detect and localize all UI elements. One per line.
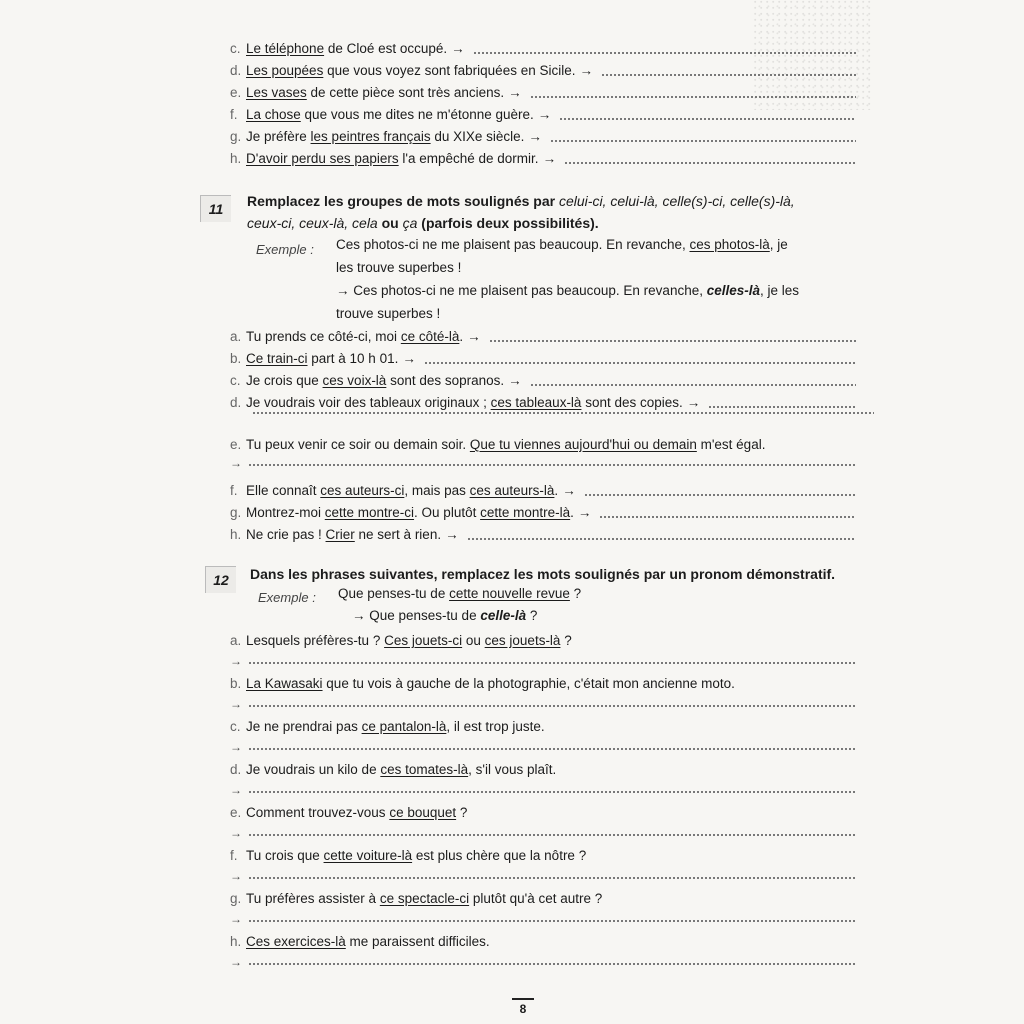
example-answer: → Ces photos-ci ne me plaisent pas beaucoup. En revanche, (336, 283, 707, 298)
instr-text-3: (parfois deux possibilités). (417, 215, 599, 231)
item-sentence (246, 150, 539, 168)
sentence-text: que vous voyez sont fabriquées en Sicile. (323, 63, 576, 78)
exercise-item (230, 761, 856, 779)
sentence-text: Lesquels préfères-tu ? (246, 633, 385, 648)
item-letter: b. (230, 676, 242, 691)
exercise-item (230, 504, 856, 522)
exercise-item (230, 933, 856, 951)
sentence-text: du XIXe siècle. (430, 129, 525, 144)
item-sentence (246, 890, 602, 908)
sentence-text: plutôt qu'à cet autre ? (469, 891, 603, 906)
arrow-icon: → (445, 527, 459, 542)
answer-dotted-line[interactable] (248, 834, 856, 836)
answer-dotted-line[interactable] (599, 516, 856, 518)
answer-line (230, 697, 856, 711)
underlined-group: ces auteurs-ci (320, 483, 405, 498)
exercise-item (230, 62, 856, 80)
item-sentence (246, 804, 467, 822)
sentence-text: Je préfère (246, 129, 311, 144)
arrow-icon: → (230, 456, 242, 470)
example-underlined: cette nouvelle revue (449, 586, 570, 601)
underlined-group: ce spectacle-ci (379, 891, 470, 906)
item-sentence (246, 328, 463, 346)
exercise-item (230, 890, 856, 908)
underlined-group: Ce train-ci (246, 351, 308, 366)
answer-line (230, 912, 856, 926)
underlined-group: ces voix-là (322, 373, 387, 388)
answer-dotted-line[interactable] (564, 162, 856, 164)
underlined-group: cette montre-ci (324, 505, 415, 520)
sentence-text: Je voudrais voir des tableaux originaux ; (246, 395, 491, 410)
example-text: Que penses-tu de (338, 586, 450, 601)
example-answer: ? (526, 608, 538, 623)
exercise-item (230, 128, 856, 146)
item-letter: a. (230, 329, 242, 344)
sentence-text: Je ne prendrai pas (246, 719, 362, 734)
sentence-text: Comment trouvez-vous (246, 805, 390, 820)
exercise-item (230, 84, 856, 102)
underlined-group: Le téléphone (246, 41, 325, 56)
arrow-icon: → (508, 85, 522, 100)
underlined-group: Ces exercices-là (246, 934, 346, 949)
answer-dotted-line[interactable] (248, 705, 856, 707)
underlined-group: ces tomates-là (380, 762, 469, 777)
instr-text: Remplacez les groupes de mots soulignés par (247, 193, 559, 209)
underlined-group: Ces jouets-ci (384, 633, 463, 648)
sentence-text: , mais pas (404, 483, 470, 498)
underlined-group: La Kawasaki (246, 676, 323, 691)
exercise-item (230, 632, 856, 650)
item-letter: f. (230, 848, 238, 863)
answer-dotted-line[interactable] (252, 412, 874, 414)
exercise-item (230, 40, 856, 58)
underlined-group: ces tableaux-là (490, 395, 582, 410)
item-sentence (246, 350, 398, 368)
item-sentence (246, 394, 683, 412)
item-letter: e. (230, 85, 242, 100)
arrow-icon: → (537, 107, 552, 122)
sentence-text: Je crois que (246, 373, 323, 388)
exercise-item (230, 804, 856, 822)
sentence-text: de cette pièce sont très anciens. (306, 85, 505, 100)
item-letter: h. (230, 151, 242, 166)
example-answer: trouve superbes ! (336, 306, 441, 321)
example-text: , je (769, 237, 788, 252)
example-answer-pronoun: celles-là (706, 283, 761, 298)
example-answer: → Que penses-tu de (352, 608, 481, 623)
exercise-item (230, 526, 856, 544)
answer-dotted-line[interactable] (584, 494, 856, 496)
item-sentence (246, 62, 575, 80)
sentence-text: Tu crois que (246, 848, 324, 863)
underlined-group: ces auteurs-là (469, 483, 555, 498)
item-sentence (246, 84, 504, 102)
answer-line (248, 412, 874, 418)
underlined-group: Que tu viennes aujourd'hui ou demain (469, 437, 697, 452)
sentence-text: me paraissent difficiles. (345, 934, 490, 949)
underlined-group: ces jouets-là (484, 633, 561, 648)
item-letter: d. (230, 63, 242, 78)
answer-line (230, 654, 856, 668)
sentence-text: l'a empêché de dormir. (398, 151, 539, 166)
answer-dotted-line[interactable] (248, 662, 856, 664)
exercise-item (230, 328, 856, 346)
answer-line (230, 955, 856, 969)
sentence-text: Tu prends ce côté-ci, moi (246, 329, 401, 344)
exercise-item (230, 847, 856, 865)
item-letter: e. (230, 437, 242, 452)
item-letter: b. (230, 351, 242, 366)
item-letter: c. (230, 41, 241, 56)
underlined-group: cette voiture-là (323, 848, 413, 863)
arrow-icon: → (230, 826, 242, 840)
exercise-item (230, 718, 856, 736)
arrow-icon: → (230, 912, 242, 926)
instr-pronouns: celui-ci, celui-là, celle(s)-ci, celle(s)-là, (558, 193, 795, 209)
sentence-text: Montrez-moi (246, 505, 325, 520)
item-letter: e. (230, 805, 242, 820)
item-sentence (246, 761, 556, 779)
sentence-text: est plus chère que la nôtre ? (412, 848, 587, 863)
arrow-icon: → (577, 505, 592, 520)
arrow-icon: → (528, 129, 542, 144)
exercise-12-number: 12 (205, 566, 236, 593)
sentence-text: Elle connaît (246, 483, 321, 498)
answer-line (230, 869, 856, 883)
answer-dotted-line[interactable] (530, 384, 856, 386)
item-sentence (246, 40, 447, 58)
sentence-text: Je voudrais un kilo de (246, 762, 381, 777)
answer-dotted-line[interactable] (708, 406, 856, 408)
underlined-group: D'avoir perdu ses papiers (246, 151, 399, 166)
answer-dotted-line[interactable] (601, 74, 856, 76)
answer-dotted-line[interactable] (559, 118, 856, 120)
answer-dotted-line[interactable] (248, 748, 856, 750)
answer-dotted-line[interactable] (530, 96, 856, 98)
underlined-group: Les vases (246, 85, 307, 100)
answer-dotted-line[interactable] (424, 362, 856, 364)
instr-text-2: ou (377, 215, 403, 231)
answer-dotted-line[interactable] (248, 877, 856, 879)
item-sentence (246, 933, 490, 951)
exercise-11-instruction (247, 190, 862, 234)
answer-dotted-line[interactable] (467, 538, 856, 540)
sentence-text: que tu vois à gauche de la photographie, c'était mon ancienne moto. (322, 676, 735, 691)
exercise-12-example (338, 583, 863, 627)
sentence-text: . (459, 329, 464, 344)
answer-dotted-line[interactable] (489, 340, 856, 342)
example-text: les trouve superbes ! (336, 260, 462, 275)
sentence-text: que vous me dites ne m'étonne guère. (300, 107, 534, 122)
item-letter: g. (230, 129, 242, 144)
arrow-icon: → (542, 151, 557, 166)
item-letter: h. (230, 527, 242, 542)
item-letter: h. (230, 934, 242, 949)
exercise-item (230, 372, 856, 390)
instr-pronouns-2: ceux-ci, ceux-là, cela (247, 215, 378, 231)
exercise-item (230, 394, 856, 412)
exercise-11-example-label: Exemple : (256, 242, 314, 257)
underlined-group: cette montre-là (480, 505, 571, 520)
underlined-group: Crier (325, 527, 355, 542)
sentence-text: Tu peux venir ce soir ou demain soir. (246, 437, 470, 452)
example-answer-pronoun: celle-là (480, 608, 527, 623)
answer-line (230, 456, 856, 470)
exercise-item (230, 350, 856, 368)
exercise-item (230, 482, 856, 500)
item-sentence (246, 128, 524, 146)
answer-dotted-line[interactable] (473, 52, 856, 54)
sentence-text: . (570, 505, 574, 520)
answer-dotted-line[interactable] (248, 464, 856, 466)
exercise-item (230, 106, 856, 124)
item-sentence (246, 526, 441, 544)
answer-line (230, 783, 856, 797)
arrow-icon: → (230, 697, 242, 711)
answer-dotted-line[interactable] (550, 140, 856, 142)
arrow-icon: → (451, 41, 465, 56)
instr-pronoun-ca: ça (402, 215, 418, 231)
answer-line (230, 740, 856, 754)
sentence-text: ? (456, 805, 468, 820)
item-letter: a. (230, 633, 242, 648)
arrow-icon: → (230, 869, 242, 883)
sentence-text: , il est trop juste. (446, 719, 545, 734)
underlined-group: Les poupées (246, 63, 324, 78)
sentence-text: ne sert à rien. (354, 527, 442, 542)
sentence-text: ou (462, 633, 485, 648)
example-text: ? (569, 586, 582, 601)
answer-dotted-line[interactable] (248, 963, 856, 965)
item-sentence (246, 504, 574, 522)
underlined-group: La chose (246, 107, 301, 122)
item-sentence (246, 847, 586, 865)
item-sentence (246, 436, 765, 454)
sentence-text: . Ou plutôt (414, 505, 481, 520)
sentence-text: de Cloé est occupé. (324, 41, 448, 56)
arrow-icon: → (230, 654, 242, 668)
arrow-icon: → (230, 955, 242, 969)
example-underlined: ces photos-là (689, 237, 770, 252)
sentence-text: . (554, 483, 559, 498)
item-sentence (246, 718, 545, 736)
item-sentence (246, 482, 558, 500)
underlined-group: ce pantalon-là (361, 719, 447, 734)
exercise-item (230, 150, 856, 168)
answer-line (230, 826, 856, 840)
arrow-icon: → (402, 351, 416, 366)
item-letter: d. (230, 395, 242, 410)
item-letter: g. (230, 505, 242, 520)
item-sentence (246, 632, 572, 650)
sentence-text: , s'il vous plaît. (468, 762, 557, 777)
exercise-item (230, 436, 856, 454)
arrow-icon: → (467, 329, 481, 344)
arrow-icon: → (230, 740, 242, 754)
item-letter: f. (230, 483, 238, 498)
underlined-group: les peintres français (310, 129, 431, 144)
exercise-item (230, 675, 856, 693)
sentence-text: sont des copies. (581, 395, 683, 410)
sentence-text: m'est égal. (696, 437, 766, 452)
item-letter: c. (230, 373, 241, 388)
underlined-group: ce côté-là (400, 329, 460, 344)
sentence-text: Ne crie pas ! (246, 527, 326, 542)
item-sentence (246, 106, 534, 124)
arrow-icon: → (230, 783, 242, 797)
arrow-icon: → (579, 63, 593, 78)
example-answer: , je les (760, 283, 800, 298)
underlined-group: ce bouquet (389, 805, 457, 820)
arrow-icon: → (508, 373, 522, 388)
arrow-icon: → (562, 483, 576, 498)
exercise-11-number: 11 (200, 195, 231, 222)
example-text: Ces photos-ci ne me plaisent pas beaucoup. En revanche, (336, 237, 690, 252)
arrow-icon: → (686, 395, 701, 410)
item-sentence (246, 372, 504, 390)
item-letter: f. (230, 107, 238, 122)
exercise-11-example (336, 233, 861, 325)
answer-dotted-line[interactable] (248, 791, 856, 793)
item-letter: d. (230, 762, 242, 777)
sentence-text: sont des sopranos. (386, 373, 505, 388)
item-letter: g. (230, 891, 242, 906)
sentence-text: ? (560, 633, 572, 648)
item-letter: c. (230, 719, 241, 734)
page-number: 8 (512, 998, 534, 1016)
sentence-text: part à 10 h 01. (307, 351, 399, 366)
item-sentence (246, 675, 735, 693)
exercise-12-example-label: Exemple : (258, 590, 316, 605)
exercise-12-instruction: Dans les phrases suivantes, remplacez les mots soulignés par un pronom démonstratif. (250, 566, 836, 582)
sentence-text: Tu préfères assister à (246, 891, 380, 906)
answer-dotted-line[interactable] (248, 920, 856, 922)
